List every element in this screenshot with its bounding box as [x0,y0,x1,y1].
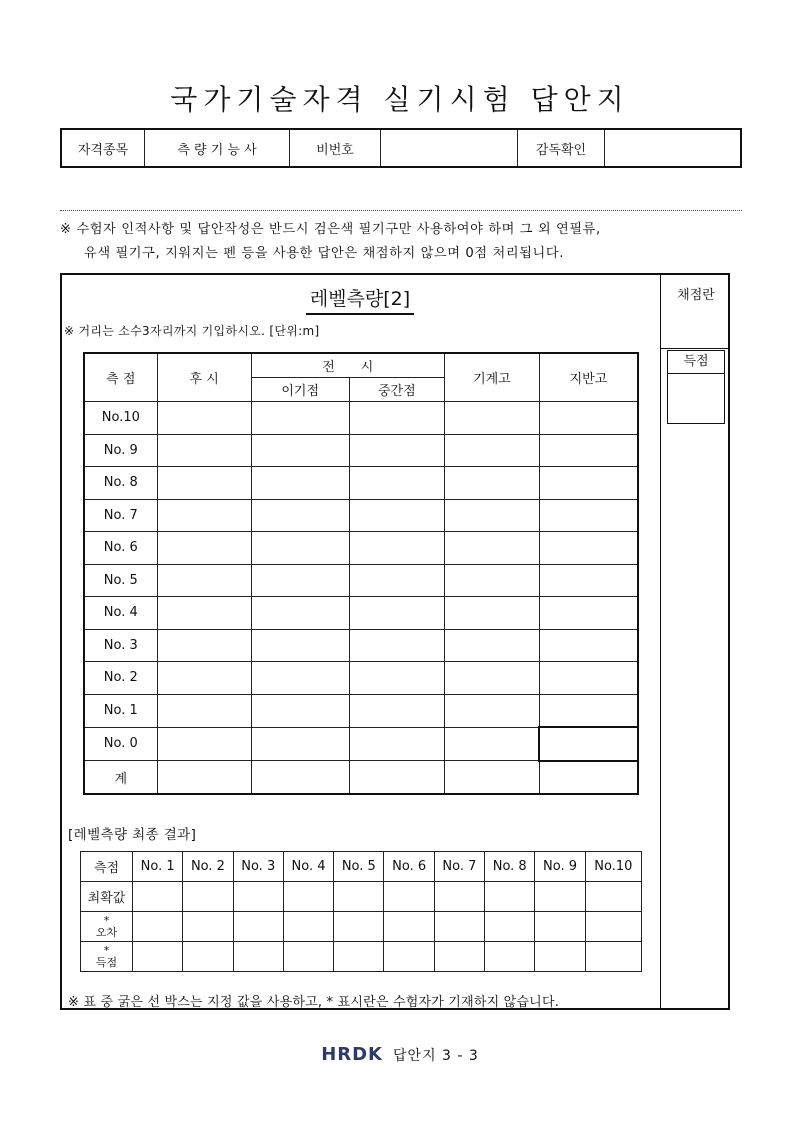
cell-input[interactable] [349,402,444,435]
cell-input [233,942,283,972]
field-seat-number[interactable] [381,129,518,167]
error-star: * [103,913,110,927]
cell-input[interactable] [539,467,638,500]
leveling-table [83,352,639,795]
page-number: 답안지 3 - 3 [393,1048,479,1064]
cell-input [133,912,183,942]
station-label: No. 4 [84,597,157,630]
cell-input[interactable] [157,727,251,761]
cell-input[interactable] [539,564,638,597]
cell-input[interactable] [539,694,638,727]
cell-input [283,912,333,942]
error-label: 오차 [95,925,118,939]
cell-input[interactable] [233,882,283,912]
label-exam-type: 자격종목 [61,129,145,167]
cell-input[interactable] [444,402,539,435]
cell-input[interactable] [349,761,444,795]
cell-input[interactable] [157,597,251,630]
station-label: No. 8 [84,467,157,500]
station-label: No. 1 [84,694,157,727]
cell-input[interactable] [157,499,251,532]
page-title: 국가기술자격 실기시험 답안지 [170,83,630,116]
cell-input[interactable] [444,694,539,727]
station-label: No. 7 [84,499,157,532]
cell-input[interactable] [349,499,444,532]
cell-input[interactable] [133,882,183,912]
cell-input[interactable] [251,467,349,500]
hrdk-logo: HRDK [321,1044,384,1065]
station-label: No. 2 [84,662,157,695]
cell-input[interactable] [444,629,539,662]
cell-input[interactable] [251,727,349,761]
results-point: No. 1 [133,852,183,882]
cell-input [485,912,535,942]
results-table [80,851,642,972]
results-point: No. 5 [334,852,384,882]
cell-input[interactable] [444,499,539,532]
distance-note: ※ 거리는 소수3자리까지 기입하시오. [단위:m] [64,324,320,338]
cell-input[interactable] [444,467,539,500]
cell-input[interactable] [485,882,535,912]
label-seat-number: 비번호 [290,129,381,167]
cell-input[interactable] [444,727,539,761]
cell-input [183,942,233,972]
cell-input [384,942,434,972]
cell-input[interactable] [444,564,539,597]
designated-value-cell[interactable] [539,727,638,761]
results-point: No. 8 [485,852,535,882]
cell-input [283,942,333,972]
station-label: No. 5 [84,564,157,597]
results-point: No. 7 [434,852,484,882]
cell-input[interactable] [251,564,349,597]
cell-input[interactable] [157,761,251,795]
cell-input[interactable] [539,662,638,695]
row-label-error [81,912,133,942]
cell-input[interactable] [251,629,349,662]
cell-input [585,912,641,942]
score-label: 득점 [95,955,118,969]
cell-input[interactable] [334,882,384,912]
score-box-field[interactable] [668,374,724,424]
cell-input[interactable] [349,629,444,662]
header-backsight: 후 시 [157,353,251,402]
cell-input[interactable] [349,564,444,597]
footnote: ※ 표 중 굵은 선 박스는 지정 값을 사용하고, * 표시란은 수험자가 기재하지 않습니다. [68,995,560,1010]
cell-input[interactable] [444,532,539,565]
cell-input [434,912,484,942]
header-foresight: 전 시 [251,353,444,378]
cell-input[interactable] [444,662,539,695]
cell-input[interactable] [251,694,349,727]
cell-input[interactable] [251,499,349,532]
cell-input[interactable] [251,532,349,565]
cell-input[interactable] [251,761,349,795]
cell-input[interactable] [539,499,638,532]
results-point: No. 6 [384,852,434,882]
cell-input [334,912,384,942]
cell-input [535,912,585,942]
cell-input [133,942,183,972]
score-star: * [103,943,110,957]
cell-input[interactable] [157,662,251,695]
score-box-label: 득점 [668,351,724,374]
cell-input[interactable] [349,532,444,565]
cell-input[interactable] [157,402,251,435]
cell-input[interactable] [444,597,539,630]
cell-input [233,912,283,942]
score-column-header: 채점란 [677,288,715,303]
results-point: No. 4 [283,852,333,882]
cell-input [585,942,641,972]
station-label: No. 6 [84,532,157,565]
cell-input[interactable] [539,532,638,565]
header-instrument-height: 기계고 [444,353,539,402]
cell-input[interactable] [251,662,349,695]
cell-input[interactable] [539,434,638,467]
exam-info-table [60,128,742,168]
station-label: No. 0 [84,727,157,761]
results-point: No. 2 [183,852,233,882]
cell-input[interactable] [157,434,251,467]
cell-input [434,942,484,972]
cell-input[interactable] [539,402,638,435]
row-label-score [81,942,133,972]
cell-input[interactable] [251,402,349,435]
notice [60,218,750,266]
cell-input[interactable] [434,882,484,912]
cell-input[interactable] [157,564,251,597]
cell-input[interactable] [349,597,444,630]
header-station: 측 점 [84,353,157,402]
header-intermediate-point: 중간점 [349,378,444,402]
cell-input[interactable] [539,761,638,795]
section-title-text: 레벨측량[2] [306,284,414,315]
cell-input[interactable] [585,882,641,912]
row-label-final-value: 최확값 [81,882,133,912]
label-supervisor-check: 감독확인 [518,129,605,167]
cell-input[interactable] [157,532,251,565]
page-footer [0,1044,800,1065]
cell-input[interactable] [251,597,349,630]
total-label: 계 [84,761,157,795]
value-exam-type: 측 량 기 능 사 [145,129,290,167]
station-label: No. 9 [84,434,157,467]
notice-line-1: ※ 수험자 인적사항 및 답안작성은 반드시 검은색 필기구만 사용하여야 하며 그 외 연필류, [60,222,601,237]
section-title [60,284,660,315]
score-column-divider [660,273,661,1010]
cell-input [183,912,233,942]
field-supervisor-check[interactable] [605,129,742,167]
cell-input[interactable] [157,467,251,500]
cell-input[interactable] [157,629,251,662]
cell-input[interactable] [349,662,444,695]
cell-input [485,942,535,972]
station-label: No.10 [84,402,157,435]
notice-line-2: 유색 필기구, 지워지는 펜 등을 사용한 답안은 채점하지 않으며 0점 처리됩니다. [84,246,565,261]
cell-input[interactable] [444,761,539,795]
cell-input [535,942,585,972]
cell-input[interactable] [183,882,233,912]
results-point: No.10 [585,852,641,882]
cell-input[interactable] [535,882,585,912]
cell-input[interactable] [283,882,333,912]
cell-input [334,942,384,972]
header-turning-point: 이기점 [251,378,349,402]
cell-input[interactable] [251,434,349,467]
header-ground-height: 지반고 [539,353,638,402]
cell-input[interactable] [444,434,539,467]
cell-input[interactable] [157,694,251,727]
station-label: No. 3 [84,629,157,662]
score-header-divider [661,348,730,349]
cell-input[interactable] [349,467,444,500]
cell-input [384,912,434,942]
cell-input[interactable] [349,434,444,467]
results-header-label: 측점 [81,852,133,882]
results-title: [레벨측량 최종 결과] [68,827,197,843]
results-point: No. 9 [535,852,585,882]
score-box [667,350,725,424]
divider [60,210,742,211]
cell-input[interactable] [539,597,638,630]
cell-input[interactable] [539,629,638,662]
results-point: No. 3 [233,852,283,882]
cell-input[interactable] [349,727,444,761]
cell-input[interactable] [384,882,434,912]
cell-input[interactable] [349,694,444,727]
